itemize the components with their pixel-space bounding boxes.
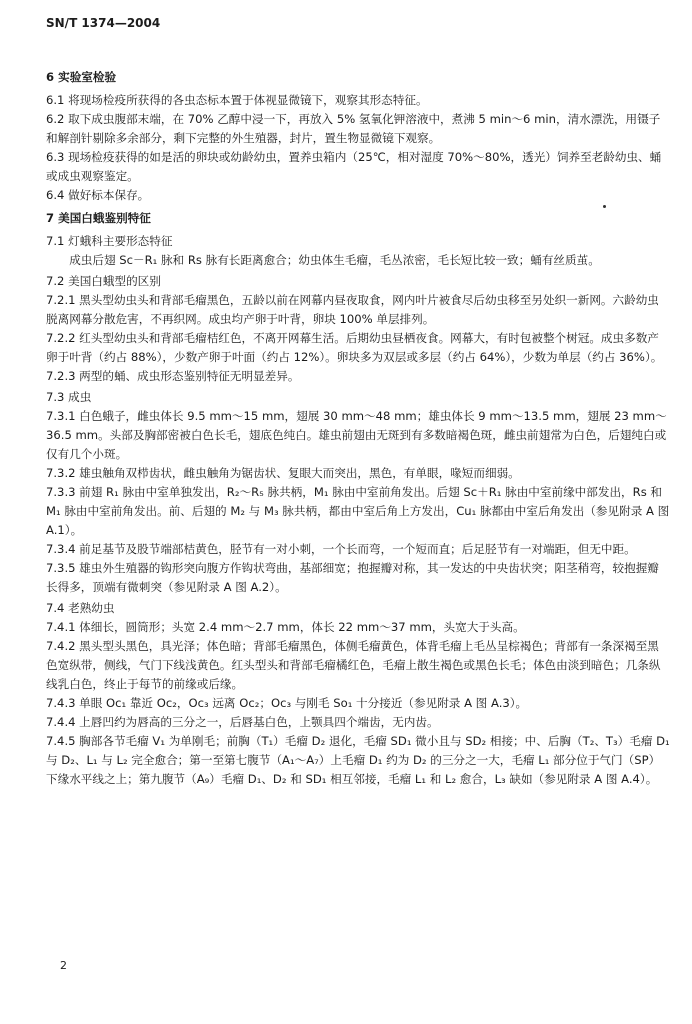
clause-6-2: 6.2 取下成虫腹部末端，在 70% 乙醇中浸一下，再放入 5% 氢氧化钾溶液中，煮沸 5 min～6 min，清水漂洗，用镊子和解剖针剔除多余部分，剩下完整的外生殖器，封片，置生物显微镜下观察。 <box>46 112 661 145</box>
page-number: 2 <box>60 959 67 972</box>
section-heading-7: 7 美国白蛾鉴别特征 <box>46 211 151 225</box>
subheading-7-2: 7.2 美国白蛾型的区别 <box>46 274 161 288</box>
clause-7-3-1: 7.3.1 白色蛾子，雌虫体长 9.5 mm～15 mm，翅展 30 mm～48 mm；雄虫体长 9 mm～13.5 mm，翅展 23 mm～36.5 mm。头部及胸部密被白色长毛，翅底色纯白。雄虫前翅由无斑到有多数暗褐色斑，雌虫前翅常为白色，后翅纯白或仅有几个小斑。 <box>46 409 667 461</box>
clause-7-3-4: 7.3.4 前足基节及股节端部桔黄色，胫节有一对小刺，一个长而弯，一个短而直；后足胫节有一对端距，但无中距。 <box>46 542 636 556</box>
clause-7-2-2: 7.2.2 红头型幼虫头和背部毛瘤桔红色，不离开网幕生活。后期幼虫昼栖夜食。网幕大，有时包被整个树冠。成虫多数产卵于叶背（约占 88%），少数产卵于叶面（约占 12%）。卵块多为双层或多层（约占 64%），少数为单层（约占 36%）。 <box>46 331 663 364</box>
clause-7-4-1: 7.4.1 体细长，圆筒形；头宽 2.4 mm～2.7 mm，体长 22 mm～37 mm，头宽大于头高。 <box>46 620 525 634</box>
clause-7-3-3: 7.3.3 前翅 R₁ 脉由中室单独发出，R₂～R₅ 脉共柄，M₁ 脉由中室前角发出。后翅 Sc＋R₁ 脉由中室前缘中部发出，Rs 和 M₁ 脉由中室前角发出。前、后翅的 M₂ 与 M₃ 脉共柄，都由中室后角上方发出，Cu₁ 脉都由中室后角发出（参见附录 A 图 A.1）。 <box>46 485 670 537</box>
section-heading-6: 6 实验室检验 <box>46 70 117 84</box>
clause-7-4-2: 7.4.2 黑头型头黑色，具光泽；体色暗；背部毛瘤黑色，体侧毛瘤黄色，体背毛瘤上毛丛呈棕褐色；背部有一条深褐至黑色宽纵带，侧线，气门下线浅黄色。红头型头和背部毛瘤橘红色，毛瘤上散生褐色或黑色长毛；体色由淡到暗色；几条纵线乳白色，终止于每节的前缘或后缘。 <box>46 639 661 691</box>
subheading-7-3: 7.3 成虫 <box>46 390 92 404</box>
standard-number: SN/T 1374—2004 <box>46 16 161 30</box>
subheading-7-4: 7.4 老熟幼虫 <box>46 601 115 615</box>
clause-7-2-1: 7.2.1 黑头型幼虫头和背部毛瘤黑色，五龄以前在网幕内昼夜取食，网内叶片被食尽后幼虫移至另处织一新网。六龄幼虫脱离网幕分散危害，不再织网。成虫均产卵于叶背，卵块 100% 单层排列。 <box>46 293 659 326</box>
clause-6-3: 6.3 现场检疫获得的如是活的卵块或幼龄幼虫，置养虫箱内（25℃，相对湿度 70%～80%，透光）饲养至老龄幼虫、蛹或成虫观察鉴定。 <box>46 150 662 183</box>
clause-7-3-2: 7.3.2 雄虫触角双栉齿状，雌虫触角为锯齿状、复眼大而突出，黑色，有单眼，喙短而细弱。 <box>46 466 520 480</box>
clause-7-4-4: 7.4.4 上唇凹约为唇高的三分之一，后唇基白色，上颚具四个端齿，无内齿。 <box>46 715 439 729</box>
document-body <box>46 64 670 789</box>
clause-6-1: 6.1 将现场检疫所获得的各虫态标本置于体视显微镜下，观察其形态特征。 <box>46 93 428 107</box>
clause-7-3-5: 7.3.5 雄虫外生殖器的钩形突向腹方作钩状弯曲，基部细宽；抱握瓣对称，其一发达的中央齿状突；阳茎稍弯，较抱握瓣长得多，顶端有微刺突（参见附录 A 图 A.2）。 <box>46 561 659 594</box>
clause-7-4-5: 7.4.5 胸部各节毛瘤 V₁ 为单刚毛；前胸（T₁）毛瘤 D₂ 退化，毛瘤 SD₁ 微小且与 SD₂ 相接；中、后胸（T₂、T₃）毛瘤 D₁ 与 D₂、L₁ 与 L₂ 完全愈合；第一至第七腹节（A₁～A₇）上毛瘤 D₁ 约为 D₂ 的三分之一大，毛瘤 L₁ 部分位于气门（SP）下缘水平线之上；第九腹节（A₉）毛瘤 D₁、D₂ 和 SD₁ 相互邻接，毛瘤 L₁ 和 L₂ 愈合，L₃ 缺如（参见附录 A 图 A.4）。 <box>46 734 670 786</box>
scan-speck <box>603 205 606 208</box>
subheading-7-1: 7.1 灯蛾科主要形态特征 <box>46 234 173 248</box>
clause-6-4: 6.4 做好标本保存。 <box>46 188 150 202</box>
clause-7-2-3: 7.2.3 两型的蛹、成虫形态鉴别特征无明显差异。 <box>46 369 300 383</box>
clause-7-1-body: 成虫后翅 Sc－R₁ 脉和 Rs 脉有长距离愈合；幼虫体生毛瘤，毛丛浓密，毛长短比较一致；蛹有丝质茧。 <box>69 253 600 267</box>
clause-7-4-3: 7.4.3 单眼 Oc₁ 靠近 Oc₂，Oc₃ 远离 Oc₂；Oc₃ 与刚毛 So₁ 十分接近（参见附录 A 图 A.3）。 <box>46 696 528 710</box>
